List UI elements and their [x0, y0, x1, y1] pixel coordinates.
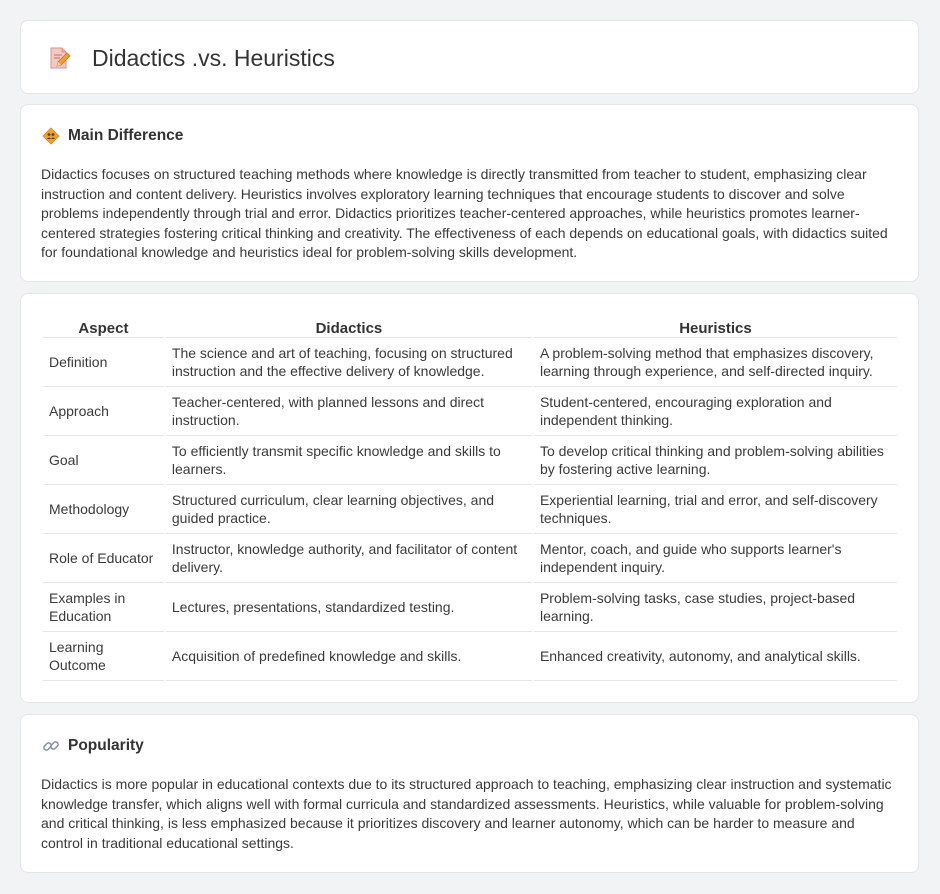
row-aspect: Learning Outcome	[43, 632, 164, 681]
main-difference-heading	[42, 127, 183, 145]
row-didactics: Lectures, presentations, standardized testing.	[166, 583, 532, 632]
row-heuristics: Enhanced creativity, autonomy, and analytical skills.	[534, 632, 897, 681]
table-row	[43, 338, 897, 387]
row-aspect: Methodology	[43, 485, 164, 534]
popularity-text: Didactics is more popular in educational contexts due to its structured approach to teaching, emphasizing clear instruction and systematic knowledge transfer, which aligns well with formal curricula and standardized assessments. Heuristics, while valuable for problem-solving and critical thinking, is less emphasized because it prioritizes discovery and learner autonomy, which can be harder to measure and control in traditional educational settings.	[41, 776, 892, 851]
row-aspect: Goal	[43, 436, 164, 485]
table-row	[43, 583, 897, 632]
table-row	[43, 534, 897, 583]
comparison-card	[20, 293, 919, 703]
row-didactics: To efficiently transmit specific knowledge and skills to learners.	[166, 436, 532, 485]
column-header-heuristics: Heuristics	[534, 316, 897, 338]
table-row	[43, 632, 897, 681]
link-icon	[42, 737, 60, 755]
popularity-card	[20, 714, 919, 873]
row-didactics: Teacher-centered, with planned lessons and direct instruction.	[166, 387, 532, 436]
table-row	[43, 436, 897, 485]
row-heuristics: Mentor, coach, and guide who supports learner's independent inquiry.	[534, 534, 897, 583]
row-didactics: Structured curriculum, clear learning objectives, and guided practice.	[166, 485, 532, 534]
table-row	[43, 485, 897, 534]
diamond-people-icon	[42, 127, 60, 145]
row-didactics: The science and art of teaching, focusing on structured instruction and the effective delivery of knowledge.	[166, 338, 532, 387]
row-aspect: Approach	[43, 387, 164, 436]
row-didactics: Instructor, knowledge authority, and facilitator of content delivery.	[166, 534, 532, 583]
row-aspect: Role of Educator	[43, 534, 164, 583]
table-row	[43, 387, 897, 436]
document-pencil-icon	[47, 46, 71, 70]
row-heuristics: Problem-solving tasks, case studies, project-based learning.	[534, 583, 897, 632]
column-header-didactics: Didactics	[166, 316, 532, 338]
row-didactics: Acquisition of predefined knowledge and skills.	[166, 632, 532, 681]
main-difference-title: Main Difference	[68, 127, 184, 144]
main-difference-card	[20, 104, 919, 282]
row-heuristics: To develop critical thinking and problem-solving abilities by fostering active learning.	[534, 436, 897, 485]
table-header-row	[43, 316, 897, 338]
popularity-heading	[42, 737, 144, 755]
popularity-title: Popularity	[68, 737, 144, 754]
row-aspect: Definition	[43, 338, 164, 387]
row-heuristics: Student-centered, encouraging exploration and independent thinking.	[534, 387, 897, 436]
main-difference-text: Didactics focuses on structured teaching methods where knowledge is directly transmitted from teacher to student, emphasizing clear instruction and content delivery. Heuristics involves exploratory learning techniques that encourage students to discover and solve problems independently through trial and error. Didactics prioritizes teacher-centered approaches, while heuristics promotes learner-centered strategies fostering critical thinking and creativity. The effectiveness of each depends on educational goals, with didactics suited for foundational knowledge and heuristics ideal for problem-solving skills development.	[41, 166, 888, 260]
row-heuristics: A problem-solving method that emphasizes discovery, learning through experience, and self-directed inquiry.	[534, 338, 897, 387]
comparison-table	[41, 316, 899, 681]
row-aspect: Examples in Education	[43, 583, 164, 632]
header-card	[20, 20, 919, 94]
page-title: Didactics .vs. Heuristics	[92, 45, 335, 71]
column-header-aspect: Aspect	[43, 316, 164, 338]
row-heuristics: Experiential learning, trial and error, and self-discovery techniques.	[534, 485, 897, 534]
